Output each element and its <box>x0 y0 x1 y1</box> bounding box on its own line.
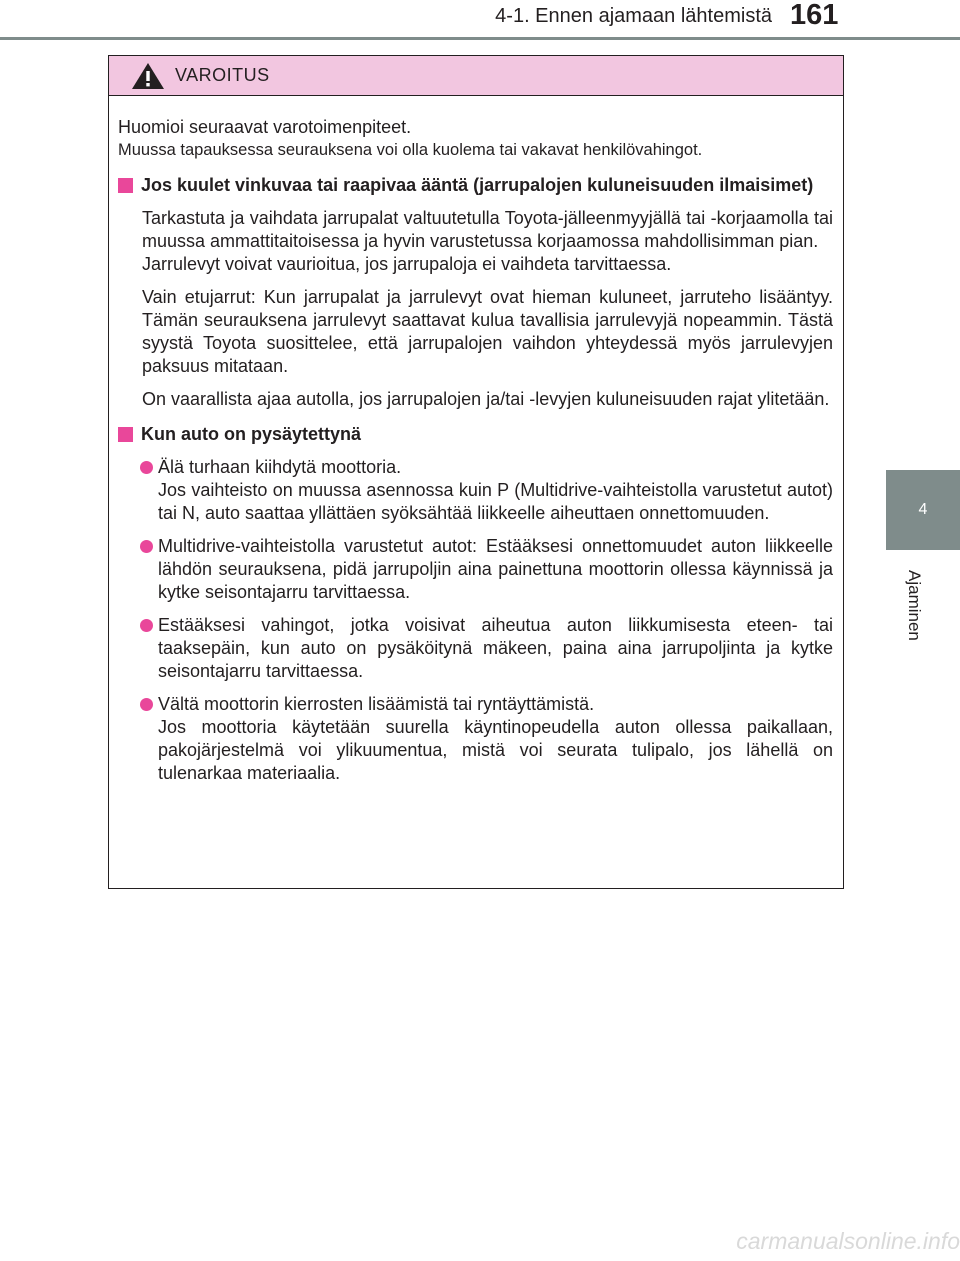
list-item-line: Jos vaihteisto on muussa asennossa kuin P (Multidrive-vaihteistolla varustetut autot) tai N, auto saattaa yllättäen syöksähtää liikkeelle aiheuttaen onnettomuuden. <box>158 480 833 523</box>
section-heading-text: Jos kuulet vinkuvaa tai raapivaa ääntä (jarrupalojen kuluneisuuden ilmaisimet) <box>141 175 814 195</box>
paragraph <box>142 286 833 378</box>
intro-line: Huomioi seuraavat varotoimenpiteet. <box>118 117 412 137</box>
warning-triangle-icon <box>131 62 165 90</box>
list-item <box>140 614 833 683</box>
list-item <box>140 456 833 525</box>
header-rule <box>0 37 960 40</box>
warning-body <box>109 96 843 785</box>
chapter-label: Ajaminen <box>905 569 924 641</box>
list-item-text <box>158 693 833 785</box>
list-item-text <box>158 535 833 604</box>
warning-header <box>109 56 843 96</box>
section-heading <box>118 174 833 197</box>
list-item-line: Jos moottoria käytetään suurella käyntinopeudella auton ollessa paikallaan, pakojärjestelmä voi ylikuumentua, mistä voi seurata tulipalo, jos lähellä on tulenarkaa materiaalia. <box>158 717 833 783</box>
section-title: 4-1. Ennen ajamaan lähtemistä <box>495 5 772 27</box>
section-heading <box>118 423 833 446</box>
section-stopped <box>118 423 833 785</box>
paragraph-line: Jarrulevyt voivat vaurioitua, jos jarrupaloja ei vaihdeta tarvittaessa. <box>142 254 672 274</box>
round-bullet-icon <box>140 461 153 474</box>
list-item-line: Multidrive-vaihteistolla varustetut autot: Estääksesi onnettomuudet auton liikkeelle lähdön seurauksena, pidä jarrupoljin aina painettuna moottorin ollessa käynnissä ja kytke seisontajarru tarvittaessa. <box>158 536 833 602</box>
list-item-line: Älä turhaan kiihdytä moottoria. <box>158 457 402 477</box>
square-bullet-icon <box>118 178 133 193</box>
section-heading-text: Kun auto on pysäytettynä <box>141 424 362 444</box>
list-item <box>140 693 833 785</box>
watermark: carmanualsonline.info <box>736 1228 960 1254</box>
list-item-line: Vältä moottorin kierrosten lisäämistä tai ryntäyttämistä. <box>158 694 595 714</box>
list-item-text <box>158 614 833 683</box>
page-number: 161 <box>790 0 839 31</box>
list-item-text <box>158 456 833 525</box>
chapter-tab <box>886 470 960 550</box>
paragraph <box>142 207 833 276</box>
list-item-line: Estääksesi vahingot, jotka voisivat aiheutua auton liikkumisesta eteen- tai taaksepäin, kun auto on pysäköitynä mäkeen, paina aina jarrupoljinta ja kytke seisontajarru tarvittaessa. <box>158 615 833 681</box>
paragraph-line: Tarkastuta ja vaihdata jarrupalat valtuutetulla Toyota-jälleenmyyjällä tai -korjaamolla tai muussa ammattitaitoisessa ja hyvin varustetussa korjaamossa mahdollisimman pian. <box>142 208 833 251</box>
round-bullet-icon <box>140 698 153 711</box>
list-item <box>140 535 833 604</box>
paragraph-line: Vain etujarrut: Kun jarrupalat ja jarrulevyt ovat hieman kuluneet, jarruteho lisääntyy. Tämän seurauksena jarrulevyt saattavat kulua tavallisia jarrulevyjä nopeammin. Tästä syystä Toyota suosittelee, että jarrupalojen vaihdon yhteydessä myös jarrulevyjen paksuus mitataan. <box>142 287 833 376</box>
section-brake-pads <box>118 174 833 411</box>
round-bullet-icon <box>140 619 153 632</box>
paragraph-line: On vaarallista ajaa autolla, jos jarrupalojen ja/tai -levyjen kuluneisuuden rajat ylitetään. <box>142 389 830 409</box>
warning-label: VAROITUS <box>175 65 270 85</box>
intro-line: Muussa tapauksessa seurauksena voi olla kuolema tai vakavat henkilövahingot. <box>118 141 703 159</box>
square-bullet-icon <box>118 427 133 442</box>
round-bullet-icon <box>140 540 153 553</box>
chapter-number: 4 <box>918 501 928 518</box>
paragraph <box>142 388 833 411</box>
warning-box <box>108 55 844 889</box>
